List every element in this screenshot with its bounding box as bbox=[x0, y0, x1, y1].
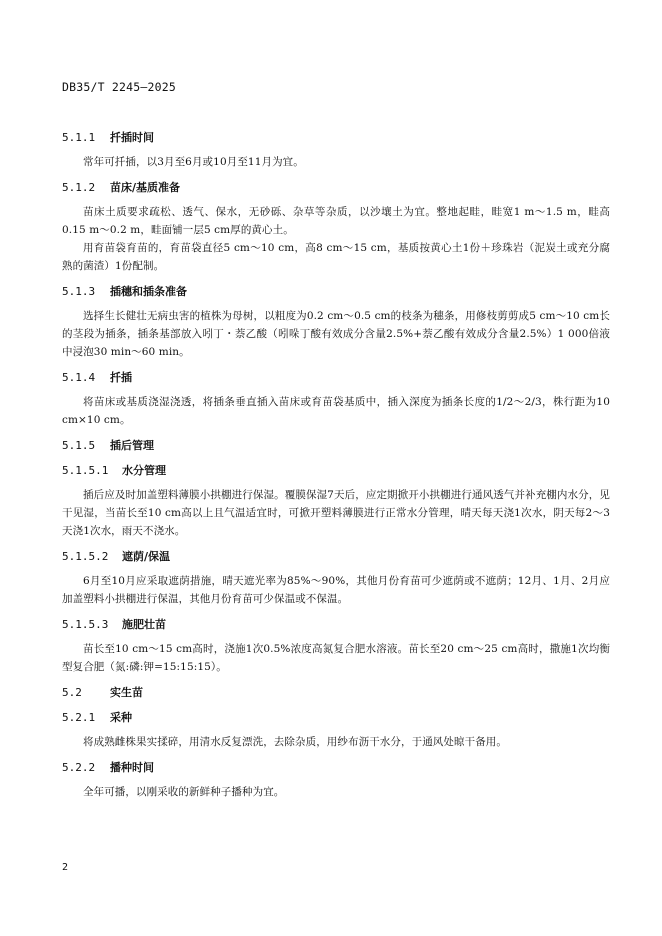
document-body bbox=[62, 130, 610, 801]
body-paragraph: 6月至10月应采取遮荫措施，晴天遮光率为85%～90%，其他月份育苗可少遮荫或不遮荫；12月、1月、2月应加盖塑料小拱棚进行保温，其他月份育苗可少保温或不保温。 bbox=[62, 575, 610, 605]
section-number: 5.1.2 bbox=[62, 181, 96, 194]
section-number: 5.2.2 bbox=[62, 761, 96, 774]
section-heading bbox=[62, 130, 610, 146]
section-title: 插穗和插条准备 bbox=[110, 285, 187, 298]
section-title: 扦插 bbox=[110, 371, 132, 384]
section-heading bbox=[62, 438, 610, 454]
section-heading bbox=[62, 685, 610, 701]
body-paragraph: 苗长至10 cm～15 cm高时，浇施1次0.5%浓度高氮复合肥水溶液。苗长至20 cm～25 cm高时，撒施1次均衡型复合肥（氮:磷:钾=15:15:15）。 bbox=[62, 643, 610, 673]
section-number: 5.1.5.3 bbox=[62, 618, 109, 631]
section-heading bbox=[62, 617, 610, 633]
body-paragraph: 将成熟雌株果实揉碎，用清水反复漂洗，去除杂质，用纱布沥干水分，于通风处晾干备用。 bbox=[83, 736, 507, 748]
section-number: 5.1.1 bbox=[62, 131, 96, 144]
section-heading bbox=[62, 760, 610, 776]
document-id: DB35/T 2245—2025 bbox=[62, 80, 176, 94]
section-title: 采种 bbox=[110, 711, 132, 724]
body-paragraph: 苗床土质要求疏松、透气、保水，无砂砾、杂草等杂质，以沙壤土为宜。整地起畦，畦宽1 m～1.5 m，畦高0.15 m～0.2 m，畦面铺一层5 cm厚的黄心土。 bbox=[62, 206, 610, 236]
section-number: 5.1.5 bbox=[62, 439, 96, 452]
section-number: 5.1.3 bbox=[62, 285, 96, 298]
section-title: 施肥壮苗 bbox=[122, 618, 166, 631]
section-title: 苗床/基质准备 bbox=[110, 181, 181, 194]
section-title: 实生苗 bbox=[110, 686, 143, 699]
section-title: 扦插时间 bbox=[110, 131, 154, 144]
body-paragraph: 选择生长健壮无病虫害的植株为母树，以粗度为0.2 cm～0.5 cm的枝条为穗条，用修枝剪剪成5 cm～10 cm长的茎段为插条，插条基部放入吲丁・萘乙酸（吲哚丁酸有效成分含量2.5%+萘乙酸有效成分含量2.5%）1 000倍液中浸泡30 min～60 min。 bbox=[62, 310, 610, 358]
section-heading bbox=[62, 180, 610, 196]
section-heading bbox=[62, 370, 610, 386]
section-title: 水分管理 bbox=[122, 464, 166, 477]
page-number: 2 bbox=[62, 862, 69, 873]
body-paragraph: 全年可播，以刚采收的新鲜种子播种为宜。 bbox=[83, 786, 285, 798]
section-title: 插后管理 bbox=[110, 439, 154, 452]
section-number: 5.1.5.1 bbox=[62, 464, 109, 477]
section-heading bbox=[62, 284, 610, 300]
section-heading bbox=[62, 710, 610, 726]
section-heading bbox=[62, 549, 610, 565]
body-paragraph: 插后应及时加盖塑料薄膜小拱棚进行保湿。覆膜保湿7天后，应定期掀开小拱棚进行通风透气并补充棚内水分，见干见湿，当苗长至10 cm高以上且气温适宜时，可掀开塑料薄膜进行正常水分管理，晴天每天浇1次水，阴天每2～3天浇1次水，雨天不浇水。 bbox=[62, 489, 610, 537]
section-number: 5.2 bbox=[62, 686, 82, 699]
body-paragraph: 用育苗袋育苗的，育苗袋直径5 cm～10 cm，高8 cm～15 cm，基质按黄心土1份＋珍珠岩（泥炭土或充分腐熟的菌渣）1份配制。 bbox=[62, 242, 610, 272]
body-paragraph: 常年可扦插，以3月至6月或10月至11月为宜。 bbox=[83, 156, 304, 168]
section-number: 5.1.4 bbox=[62, 371, 96, 384]
body-paragraph: 将苗床或基质浇湿浇透，将插条垂直插入苗床或育苗袋基质中，插入深度为插条长度的1/2～2/3，株行距为10 cm×10 cm。 bbox=[62, 396, 610, 426]
section-number: 5.2.1 bbox=[62, 711, 96, 724]
section-title: 遮荫/保温 bbox=[122, 550, 171, 563]
section-number: 5.1.5.2 bbox=[62, 550, 109, 563]
section-heading bbox=[62, 463, 610, 479]
section-title: 播种时间 bbox=[110, 761, 154, 774]
